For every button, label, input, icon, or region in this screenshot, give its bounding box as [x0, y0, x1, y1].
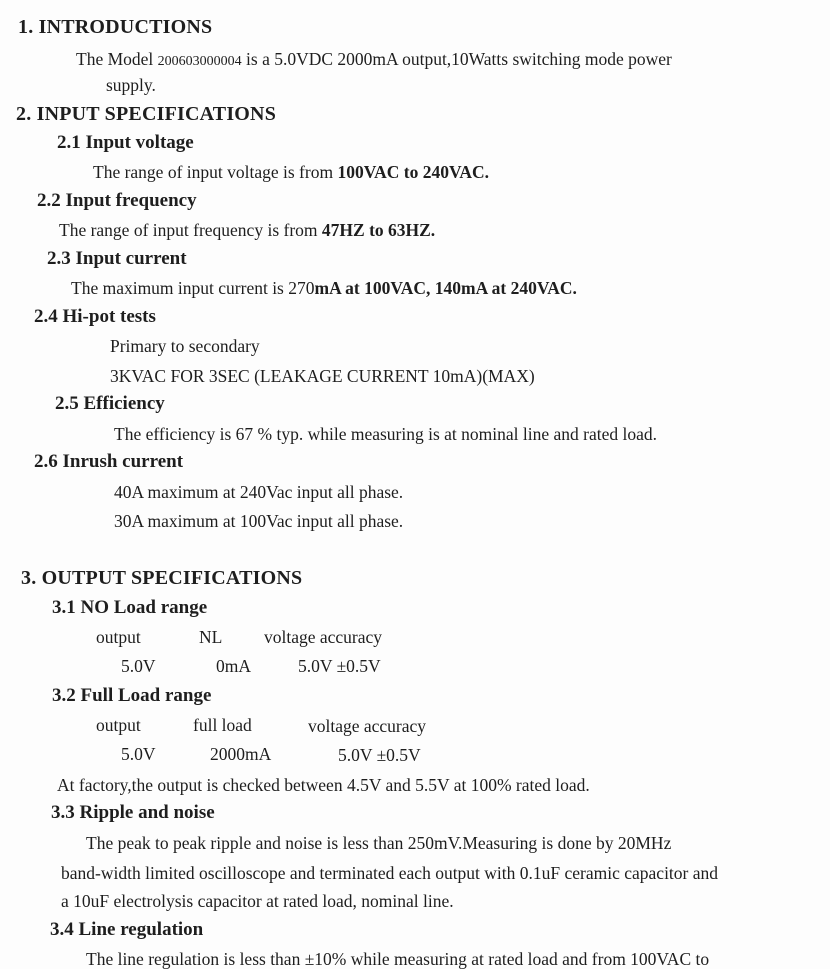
subsection-2-2-heading: 2.2 Input frequency — [37, 190, 197, 211]
hipot-line-1: Primary to secondary — [110, 336, 260, 356]
inrush-line-2: 30A maximum at 100Vac input all phase. — [114, 511, 404, 531]
input-voltage-sentence: The range of input voltage is from — [93, 162, 338, 182]
hipot-line-2: 3KVAC FOR 3SEC (LEAKAGE CURRENT 10mA)(MAX) — [110, 366, 535, 386]
no-load-value-nl: 0mA — [216, 656, 251, 676]
ripple-line-3: a 10uF electrolysis capacitor at rated load, nominal line. — [61, 891, 454, 911]
input-current-sentence: The maximum input current is 270 — [71, 278, 315, 298]
no-load-value-accuracy: 5.0V ±0.5V — [298, 656, 381, 676]
subsection-2-1-heading: 2.1 Input voltage — [57, 132, 194, 153]
model-number: 200603000004 — [157, 54, 242, 69]
subsection-2-6-heading: 2.6 Inrush current — [34, 451, 184, 472]
subsection-3-1-heading: 3.1 NO Load range — [52, 597, 208, 618]
intro-text-b: is a 5.0VDC 2000mA output,10Watts switching mode power — [241, 49, 672, 69]
subsection-3-2-heading: 3.2 Full Load range — [52, 685, 212, 706]
full-load-value-load: 2000mA — [210, 744, 272, 764]
intro-paragraph-line-2: supply. — [106, 75, 156, 95]
efficiency-text: The efficiency is 67 % typ. while measuring is at nominal line and rated load. — [114, 424, 657, 444]
input-current-text — [71, 280, 577, 298]
full-load-header-load: full load — [193, 715, 252, 735]
section-1-heading: 1. INTRODUCTIONS — [18, 16, 213, 38]
full-load-value-output: 5.0V — [121, 744, 156, 764]
factory-check-note: At factory,the output is checked between 4.5V and 5.5V at 100% rated load. — [57, 775, 590, 795]
input-frequency-range: 47HZ to 63HZ. — [321, 220, 436, 240]
intro-paragraph-line-1 — [76, 51, 672, 69]
section-3-heading: 3. OUTPUT SPECIFICATIONS — [21, 567, 303, 589]
no-load-header-nl: NL — [199, 627, 223, 647]
section-2-heading: 2. INPUT SPECIFICATIONS — [16, 103, 277, 125]
input-current-values: mA at 100VAC, 140mA at 240VAC. — [314, 278, 577, 298]
full-load-header-output: output — [96, 715, 141, 735]
inrush-line-1: 40A maximum at 240Vac input all phase. — [114, 482, 404, 502]
full-load-header-accuracy: voltage accuracy — [308, 716, 427, 736]
ripple-line-2: band-width limited oscilloscope and terminated each output with 0.1uF ceramic capacitor and — [61, 863, 719, 883]
intro-text-a: The Model — [76, 49, 158, 69]
subsection-3-4-heading: 3.4 Line regulation — [50, 919, 204, 940]
ripple-line-1: The peak to peak ripple and noise is less than 250mV.Measuring is done by 20MHz — [86, 833, 672, 853]
no-load-header-output: output — [96, 627, 141, 647]
subsection-3-3-heading: 3.3 Ripple and noise — [51, 802, 215, 823]
input-voltage-text — [93, 164, 489, 182]
subsection-2-3-heading: 2.3 Input current — [47, 248, 187, 269]
full-load-value-accuracy: 5.0V ±0.5V — [338, 745, 421, 765]
no-load-value-output: 5.0V — [121, 656, 156, 676]
no-load-header-accuracy: voltage accuracy — [264, 627, 383, 647]
input-frequency-sentence: The range of input frequency is from — [59, 220, 322, 240]
subsection-2-5-heading: 2.5 Efficiency — [55, 393, 165, 414]
subsection-2-4-heading: 2.4 Hi-pot tests — [34, 306, 156, 327]
input-frequency-text — [59, 222, 435, 240]
line-regulation-line-1: The line regulation is less than ±10% while measuring at rated load and from 100VAC to — [86, 949, 710, 969]
input-voltage-range: 100VAC to 240VAC. — [337, 162, 489, 182]
